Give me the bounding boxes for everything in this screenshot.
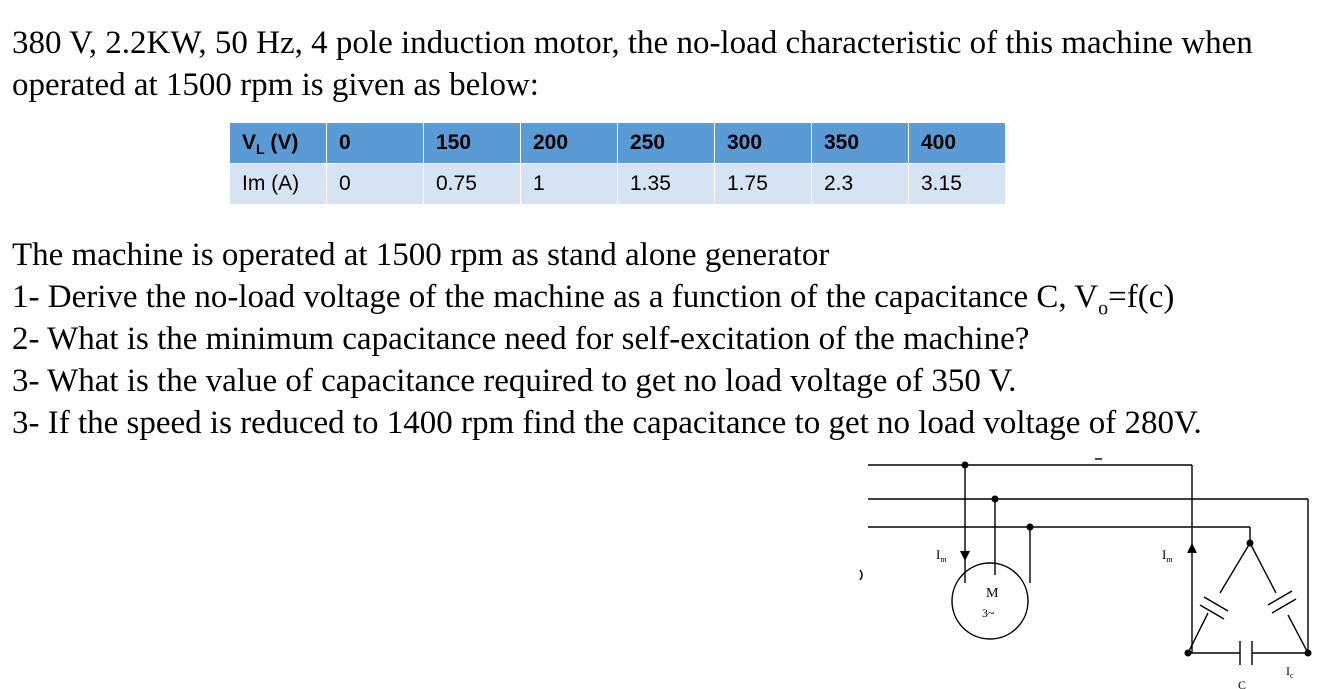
delta-left-upper	[1220, 543, 1250, 593]
junction-dot	[992, 496, 999, 503]
header-cell-voltage: $V_L$ (V)	[230, 123, 327, 164]
no-load-characteristic-table	[229, 122, 1006, 205]
current-arrow-down-icon	[960, 551, 970, 561]
problem-intro: 380 V, 2.2KW, 50 Hz, 4 pole induction motor, the no-load characteristic of this machine when operated at 1500 rpm is given as below:	[12, 25, 1253, 103]
junction-dot	[1027, 524, 1034, 531]
table-cell: 1.35	[618, 164, 715, 205]
question-3: 3- What is the value of capacitance required to get no load voltage of 350 V.	[12, 363, 1017, 399]
self-excited-generator-circuit	[840, 455, 1330, 689]
question-context: The machine is operated at 1500 rpm as stand alone generator	[12, 237, 830, 273]
header-cell: 250	[618, 123, 715, 164]
current-label-left: $I_m$	[936, 547, 947, 564]
table-cell: 1.75	[715, 164, 812, 205]
question-4: 3- If the speed is reduced to 1400 rpm find the capacitance to get no load voltage of 280V.	[12, 405, 1202, 441]
junction-dot	[1185, 650, 1192, 657]
motor-phase-label: 3~	[982, 606, 995, 620]
header-cell: 150	[424, 123, 521, 164]
junction-dot	[962, 462, 969, 469]
motor-label: M	[986, 586, 999, 601]
header-cell: 200	[521, 123, 618, 164]
table-cell: 0	[327, 164, 424, 205]
junction-dot	[1247, 540, 1254, 547]
table-cell: 1	[521, 164, 618, 205]
current-label-right: $I_m$	[1162, 547, 1173, 564]
table-cell: 2.3	[812, 164, 909, 205]
motor-symbol	[952, 563, 1028, 639]
capacitor-label: C	[1238, 678, 1247, 689]
table-header-row	[230, 123, 1006, 164]
capacitor-current-label: $I_c$	[1286, 664, 1294, 680]
header-cell: 400	[909, 123, 1006, 164]
current-arrow-up-icon	[1187, 543, 1197, 553]
table-cell: 0.75	[424, 164, 521, 205]
delta-left-lower	[1188, 613, 1208, 653]
table-cell: 3.15	[909, 164, 1006, 205]
header-cell: 350	[812, 123, 909, 164]
delta-right-lower	[1288, 615, 1308, 653]
question-list	[12, 234, 1337, 444]
delta-right-upper	[1250, 543, 1276, 593]
stray-mark	[860, 570, 862, 580]
question-2: 2- What is the minimum capacitance need for self-excitation of the machine?	[12, 321, 1030, 357]
row-label-current: Im (A)	[230, 164, 327, 205]
question-1: 1- Derive the no-load voltage of the machine as a function of the capacitance C, $V_o=f(c)$	[12, 279, 1175, 320]
table-row	[230, 164, 1006, 205]
header-cell: 0	[327, 123, 424, 164]
junction-dot	[1305, 650, 1312, 657]
header-cell: 300	[715, 123, 812, 164]
